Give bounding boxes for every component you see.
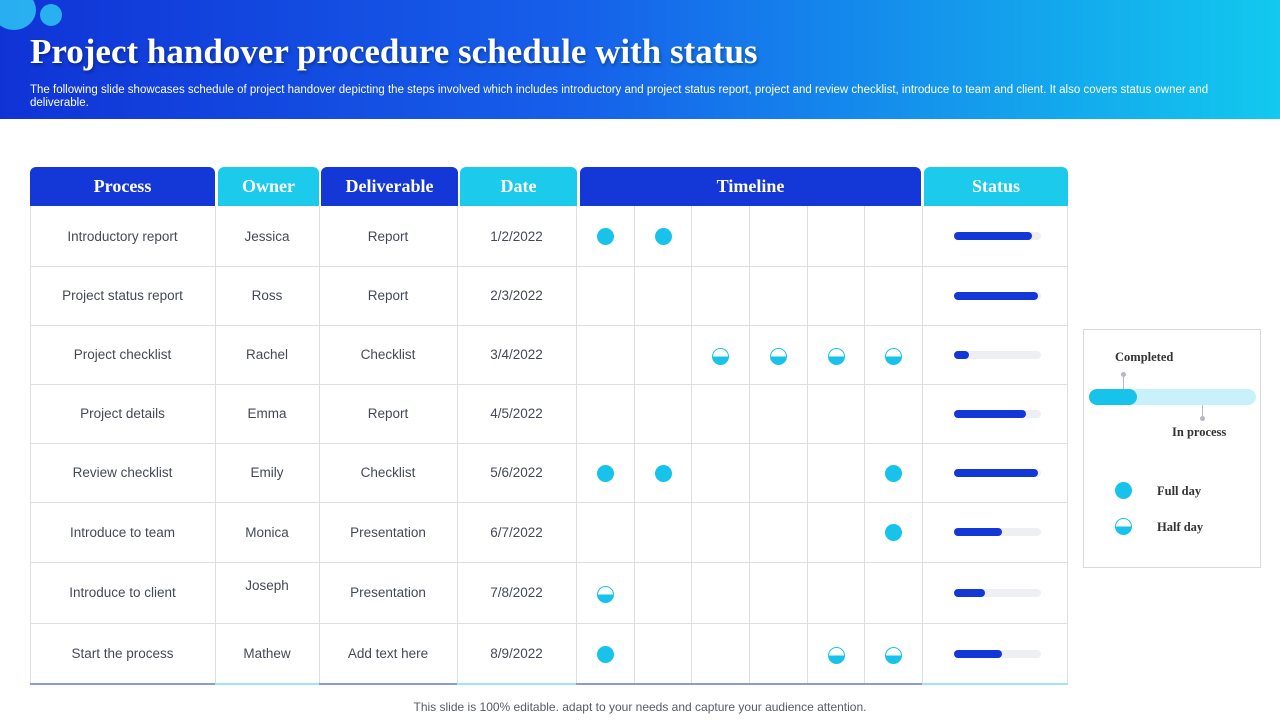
- legend-half-day-label: Half day: [1157, 520, 1204, 534]
- legend-panel: [1083, 329, 1261, 568]
- grid-line: [749, 206, 750, 684]
- owner-cell: Emily: [250, 465, 284, 480]
- deliverable-cell: Add text here: [347, 646, 429, 661]
- full-day-marker: [655, 465, 672, 482]
- grid-line: [691, 206, 692, 684]
- half-day-marker: [885, 348, 902, 365]
- table-bottom-border: [457, 683, 576, 685]
- process-cell: Introduce to client: [69, 585, 176, 600]
- process-cell: Introduce to team: [69, 524, 176, 540]
- owner-cell: Monica: [245, 524, 289, 540]
- process-cell: Project checklist: [73, 347, 172, 362]
- grid-line: [1067, 206, 1068, 684]
- process-cell: Review checklist: [72, 465, 173, 480]
- status-progress-fill: [954, 292, 1038, 300]
- half-day-marker: [770, 348, 787, 365]
- status-progress-track: [954, 650, 1041, 658]
- header-status: Status: [924, 167, 1068, 206]
- header-owner: Owner: [218, 167, 319, 206]
- date-cell: 8/9/2022: [490, 646, 543, 661]
- process-cell: Project details: [80, 406, 165, 421]
- status-progress-fill: [954, 351, 969, 359]
- grid-line: [576, 206, 577, 684]
- legend-completed-label: Completed: [1115, 350, 1174, 364]
- owner-cell: Joseph: [245, 578, 289, 593]
- legend-in-process-label: In process: [1172, 425, 1227, 439]
- status-progress-track: [954, 292, 1041, 300]
- status-progress-track: [954, 589, 1041, 597]
- deliverable-cell: Report: [367, 228, 409, 244]
- owner-cell: Jessica: [244, 228, 290, 244]
- half-day-marker: [597, 586, 614, 603]
- grid-line: [634, 206, 635, 684]
- deliverable-cell: Presentation: [350, 524, 426, 540]
- deliverable-cell: Report: [367, 288, 409, 303]
- date-cell: 1/2/2022: [490, 228, 543, 244]
- owner-cell: Mathew: [243, 646, 291, 661]
- status-progress-fill: [954, 410, 1026, 418]
- legend-pointer-dot: [1121, 372, 1126, 377]
- grid-line: [864, 206, 865, 684]
- legend-full-day-label: Full day: [1157, 484, 1202, 498]
- header-date: Date: [460, 167, 577, 206]
- deliverable-cell: Checklist: [360, 465, 416, 480]
- half-day-marker: [828, 348, 845, 365]
- status-progress-fill: [954, 232, 1032, 240]
- grid-line: [807, 206, 808, 684]
- deliverable-cell: Report: [367, 406, 409, 421]
- date-cell: 6/7/2022: [490, 524, 543, 540]
- date-cell: 3/4/2022: [490, 347, 543, 362]
- status-progress-fill: [954, 528, 1002, 536]
- full-day-marker: [885, 465, 902, 482]
- date-cell: 2/3/2022: [490, 288, 543, 303]
- status-progress-fill: [954, 589, 985, 597]
- full-day-marker: [655, 228, 672, 245]
- full-day-marker: [597, 646, 614, 663]
- owner-cell: Emma: [247, 406, 287, 421]
- status-progress-track: [954, 469, 1041, 477]
- decorative-bubble: [40, 4, 62, 26]
- half-day-marker: [712, 348, 729, 365]
- legend-progress-fill: [1089, 389, 1137, 405]
- full-day-marker: [597, 465, 614, 482]
- table-bottom-border: [319, 683, 457, 685]
- status-progress-track: [954, 528, 1041, 536]
- half-day-marker: [828, 647, 845, 664]
- status-progress-track: [954, 351, 1041, 359]
- half-day-icon: [1115, 518, 1132, 535]
- header-process: Process: [30, 167, 215, 206]
- page-title: Project handover procedure schedule with status: [30, 32, 758, 71]
- table-bottom-border: [215, 683, 319, 685]
- table-bottom-border: [30, 683, 215, 685]
- full-day-marker: [885, 524, 902, 541]
- footer-note: This slide is 100% editable. adapt to your needs and capture your audience attention.: [413, 700, 867, 714]
- status-progress-track: [954, 232, 1041, 240]
- decorative-bubble: [0, 0, 36, 30]
- owner-cell: Rachel: [245, 347, 289, 362]
- table-bottom-border: [576, 683, 922, 685]
- date-cell: 7/8/2022: [490, 585, 543, 600]
- header-timeline: Timeline: [580, 167, 921, 206]
- status-progress-fill: [954, 469, 1038, 477]
- header-deliverable: Deliverable: [321, 167, 458, 206]
- process-cell: Start the process: [71, 646, 174, 661]
- status-progress-fill: [954, 650, 1002, 658]
- process-cell: Project status report: [62, 288, 183, 303]
- full-day-marker: [597, 228, 614, 245]
- legend-progress-track: [1089, 389, 1256, 405]
- owner-cell: Ross: [251, 288, 283, 303]
- date-cell: 5/6/2022: [490, 465, 543, 480]
- full-day-icon: [1115, 482, 1132, 499]
- deliverable-cell: Checklist: [360, 347, 416, 362]
- status-progress-track: [954, 410, 1041, 418]
- table-bottom-border: [922, 683, 1068, 685]
- legend-pointer-dot: [1200, 416, 1205, 421]
- process-cell: Introductory report: [67, 228, 178, 244]
- date-cell: 4/5/2022: [490, 406, 543, 421]
- deliverable-cell: Presentation: [350, 585, 426, 600]
- grid-line: [922, 206, 923, 684]
- half-day-marker: [885, 647, 902, 664]
- page-subtitle: The following slide showcases schedule of project handover depicting the steps involved which includes introductory and project status report, project and review checklist, introduce to team and client. It also covers status owner and deliverable.: [30, 84, 1209, 109]
- title-banner: [0, 0, 1280, 119]
